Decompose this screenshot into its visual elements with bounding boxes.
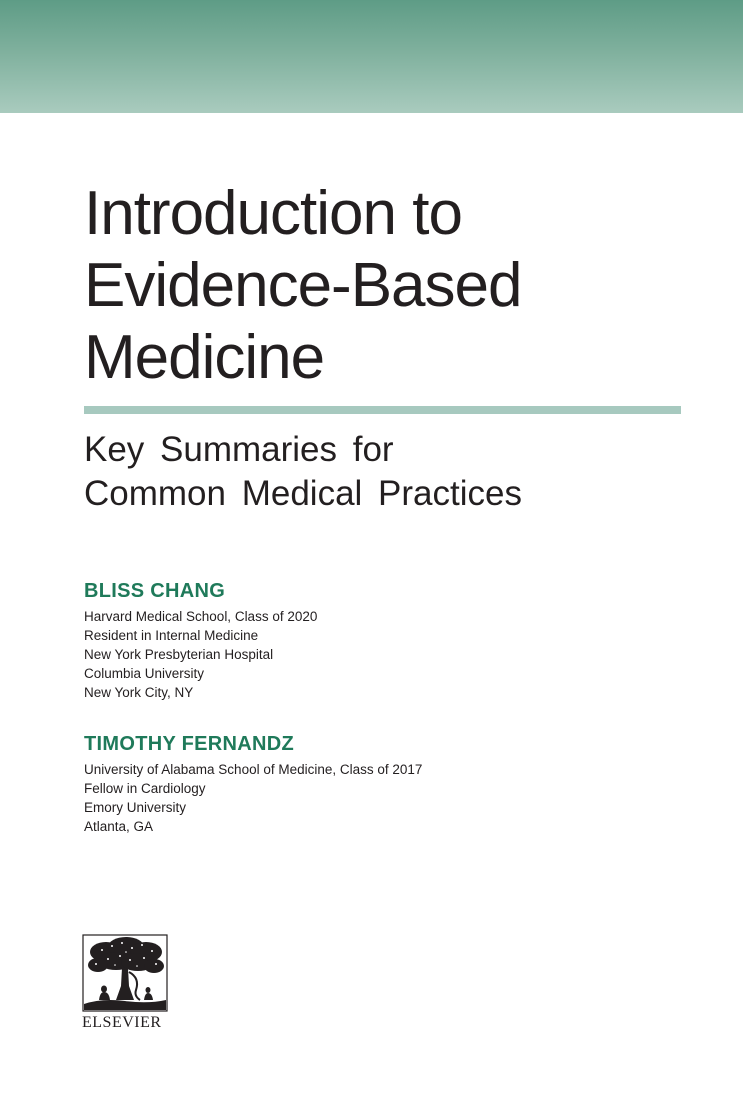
author-affiliation: Emory University — [84, 800, 187, 815]
publisher-logo — [82, 934, 172, 1032]
book-title — [84, 178, 704, 394]
author-affiliation: Harvard Medical School, Class of 2020 — [84, 609, 318, 624]
author-affiliation: New York City, NY — [84, 685, 194, 700]
author-affiliation: Columbia University — [84, 666, 205, 681]
author-name: BLISS CHANG — [84, 580, 226, 602]
title-line: Introduction to — [84, 179, 462, 248]
author-name: TIMOTHY FERNANDZ — [84, 733, 294, 755]
publisher-wordmark: ELSEVIER — [82, 1014, 162, 1031]
author-affiliation: Atlanta, GA — [84, 819, 154, 834]
book-subtitle — [84, 428, 704, 516]
author-affiliation: University of Alabama School of Medicine, Class of 2017 — [84, 762, 423, 777]
author-affiliation: New York Presbyterian Hospital — [84, 647, 274, 662]
title-line: Medicine — [84, 323, 325, 392]
subtitle-line: Key Summaries for — [84, 430, 394, 469]
header-band — [0, 0, 743, 113]
author-affiliation: Fellow in Cardiology — [84, 781, 206, 796]
subtitle-line: Common Medical Practices — [84, 474, 522, 513]
author-affiliation: Resident in Internal Medicine — [84, 628, 259, 643]
title-line: Evidence-Based — [84, 251, 522, 320]
title-divider — [84, 406, 681, 414]
author-block-timothy-fernandz — [84, 731, 422, 836]
elsevier-tree-logo-icon — [82, 934, 168, 1012]
author-block-bliss-chang — [84, 578, 317, 702]
